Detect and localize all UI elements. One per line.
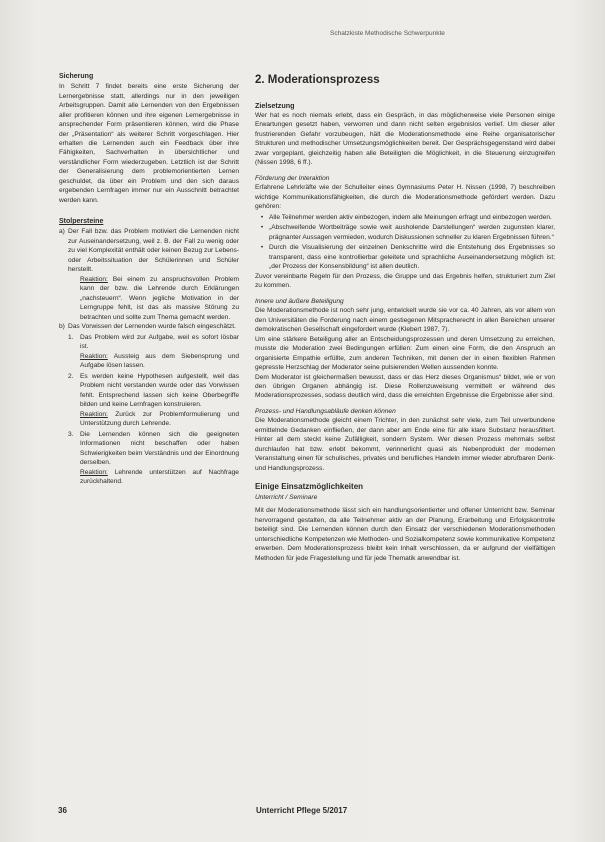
reaktion-text: Bei einem zu anspruchsvollen Problem kann der bzw. die Lehrende durch Erklärungen „nachsteuern“. Wenn jegliche Motivation in der Lerngruppe fehlt, ist das als massive Störung zu betrachten und sollte zum Thema gemacht werden. [80, 275, 239, 321]
reaktion-label: Reaktion: [80, 410, 108, 418]
beteiligung-paragraph-1: Die Moderationsmethode ist noch sehr jung, entwickelt wurde sie vor ca. 40 Jahren, als vor allem von den Universitäten die Forderung nach einem gestiegenen Mitspracherecht in allen Bereichen unserer demokratischen Gesellschaft eingefordert wurde (Klebert 1987, 7). [255, 307, 555, 334]
beteiligung-paragraph-2: Um eine stärkere Beteiligung aller an Entscheidungsprozessen und deren Umsetzung zu erreichen, musste die Moderation zwei Bedingungen erfüllen: Zum einen eine Form, die den Anspruch an organisierte Empathie erfüllte, zum anderen Techniken, mit denen der in einen flexiblen Rahmen gepresste Herzschlag der Moderator seine pulsierenden Wellen aussenden konnte. [255, 335, 555, 372]
numbered-item-2: 2. Es werden keine Hypothesen aufgestellt, weil das Problem nicht verstanden wurde oder das Vorwissen fehlt. Entsprechend lassen sich keine Oberbegriffe bilden und keine Lernfragen konstruieren. Reaktion: Zurück zur Problemformulierung und Unterstützung durch Lehrende. [68, 372, 239, 428]
reaktion-text: Zurück zur Problemformulierung und Unterstützung durch Lehrende. [80, 410, 239, 428]
bullet-item: • Durch die Visualisierung der einzelnen Denkschritte wird die Entstehung des Ergebnisses so transparent, dass eine kontrollierbar geleitete und sprachliche Auseinandersetzung möglich ist; „der Prozess der Konsensbildung“ ist allen deutlich. [255, 243, 555, 271]
item-b2-text: Es werden keine Hypothesen aufgestellt, weil das Problem nicht verstanden wurde oder das Vorwissen fehlt. Entsprechend lassen sich keine Oberbegriffe bilden und keine Lernfragen konstruieren. [80, 372, 239, 409]
list-item-b: b) Das Vorwissen der Lernenden wurde falsch eingeschätzt. 1. Das Problem wird zur Aufgabe, weil es sofort lösbar ist. Reaktion: Aussteig aus dem Siebensprung und Aufgabe lösen lassen. 2. Es werden keine Hypothesen aufgestellt, weil das Problem nicht verstanden wurde oder das Vorwissen fehlt. Entsprechend lassen sich keine Oberbegriffe bilden und keine Lernfragen konstruieren. Reaktion: Zurück zur Problemformulierung und Unterstützung durch Lehrende. 3. Die Lernenden können sich die geeigneten Informationen nicht beschaffen oder haben Schwierigkeiten beim Verständnis und der Einordnung derselben. Reaktion: Lehrende unterstützen auf Nachfrage zurückhaltend. [59, 323, 240, 486]
bullet-item: • „Abschweifende Wortbeiträge sowie weit ausholende Darstellungen“ werden zugunsten klarer, prägnanter Aussagen vermieden, wodurch Diskussionen schneller zu klaren Ergebnissen führen.“ [255, 223, 555, 242]
item-a-text: Der Fall bzw. das Problem motiviert die Lernenden nicht zur Auseinandersetzung, weil z. B. der Fall zu wenig oder zu viel Komplexität enthält oder keinen Bezug zur Lebens- oder Arbeitssituation der Schülerinnen und Schüler herstellt. [68, 228, 239, 274]
foerderung-closing: Zuvor vereinbarte Regeln für den Prozess, die Gruppe und das Ergebnis helfen, strukturiert zum Ziel zu kommen. [255, 272, 555, 290]
page-number: 36 [58, 806, 67, 815]
right-column [255, 72, 555, 563]
journal-footer: Unterricht Pflege 5/2017 [256, 806, 348, 815]
einsatz-heading: Einige Einsatzmöglichkeiten [255, 482, 364, 492]
reaktion-label: Reaktion: [80, 468, 108, 476]
reaktion-label: Reaktion: [80, 352, 108, 360]
running-header: Schatzkiste Methodische Schwerpunkte [330, 30, 445, 37]
numbered-item-1: 1. Das Problem wird zur Aufgabe, weil es sofort lösbar ist. Reaktion: Aussteig aus dem Siebensprung und Aufgabe lösen lassen. [68, 333, 240, 370]
einsatz-paragraph: Mit der Moderationsmethode lässt sich ein handlungsorientierter und offener Unterricht bzw. Seminar hervorragend gestalten, da alle Teilnehmer aktiv an der Planung, Erarbeitung und Erfolgskontrolle beteiligt sind. Die Lernenden können durch den Einsatz der verschiedenen Moderationsmethoden unterschiedliche Kompetenzen wie Methoden- und Sozialkompetenz sowie kommunikative Kompetenz erwerben. Dem Moderationsprozess bleibt kein Inhalt verschlossen, da er aufgrund der vielfältigen Methoden für jede Fragestellung und für jede Thematik anwendbar ist. [255, 507, 555, 562]
beteiligung-heading: Innere und äußere Beteiligung [255, 297, 344, 305]
bullet-icon: • [260, 224, 264, 232]
prozess-paragraph: Die Moderationsmethode gleicht einem Trichter, in den zunächst sehr viele, zum Teil unverbundene ermittelnde Gedanken einfließen, der dann aber am Ende eine für alle klare Substanz herausfiltert. Hinter all dem steckt keine Zufälligkeit, sondern System. Wer diesen Prozess mehrmals selbst durchlaufen hat bzw. erlebt bekommt, verinnerlicht quasi als Nebenprodukt der modernen Veranstaltung einen für schulisches, privates und berufliches Handeln immer wieder abrufbaren Denk- und Handlungsprozess. [255, 417, 555, 472]
left-column [59, 72, 239, 487]
bullet-icon: • [260, 213, 264, 221]
sicherung-paragraph: In Schritt 7 findet bereits eine erste Sicherung der Lernergebnisse statt, allerdings nur in den jeweiligen Arbeitsgruppen. Damit alle Lernenden von den Ergebnissen aller profitieren können und ihre eigenen Lernergebnisse in ansprechender Form präsentieren können, wird die Phase der „Präsentation“ als weiterer Schritt vorgeschlagen. Hier erhalten die Lernenden auch ein Feedback über ihre Fähigkeiten, Sachverhalten in übersichtlicher und verständlicher Form wiederzugeben. Letztlich ist der Schritt der Generalisierung dem problemorientierten Lernen geschuldet, da über ein Problem und den sich daraus ergebenden Lernfragen immer nur ein Ausschnitt betrachtet werden kann. [59, 83, 239, 204]
list-item-a: a) Der Fall bzw. das Problem motiviert die Lernenden nicht zur Auseinandersetzung, weil z. B. der Fall zu wenig oder zu viel Komplexität enthält oder keinen Bezug zur Lebens- oder Arbeitssituation der Schülerinnen und Schüler herstellt. Reaktion: Bei einem zu anspruchsvollen Problem kann der bzw. die Lehrende durch Erklärungen „nachsteuern“. Wenn jegliche Motivation in der Lerngruppe fehlt, ist das als massive Störung zu betrachten und sollte zum Thema gemacht werden. [59, 228, 239, 321]
beteiligung-paragraph-3: Dem Moderator ist gleichermaßen bewusst, dass er das Herz dieses Organismus“ bildet, wie er von den übrigen Organen abhängig ist. Diese Rollenzuweisung vermittelt er während des Moderationsprozesses, sodass deutlich wird, dass die erreichten Ergebnisse die Ergebnisse aller sind. [255, 373, 555, 400]
zielsetzung-paragraph: Wer hat es noch niemals erlebt, dass ein Gespräch, in das möglicherweise viele Personen einige Erwartungen gesetzt haben, verworren und dann nicht selten ergebnislos verlief. Um dieser aller frustrierenden Gefahr vorzubeugen, hält die Moderationsmethode eine Reihe organisatorischer Strukturen und methodischer Umsetzungsmöglichkeiten bereit. Der Gesprächsgegenstand wird dabei zwar vorgeplant, gleichzeitig haben alle Beteiligten die Möglichkeit, in die Steuerung einzugreifen (Nissen 1998, 6 ff.). [255, 111, 555, 167]
numbered-item-3: 3. Die Lernenden können sich die geeigneten Informationen nicht beschaffen oder haben Schwierigkeiten beim Verständnis und der Einordnung derselben. Reaktion: Lehrende unterstützen auf Nachfrage zurückhaltend. [68, 430, 239, 486]
sicherung-heading: Sicherung [59, 73, 94, 80]
reaktion-text: Lehrende unterstützen auf Nachfrage zurückhaltend. [80, 468, 239, 486]
bullet-item: • Alle Teilnehmer werden aktiv einbezogen, indem alle Meinungen erfragt und einbezogen werden. [255, 213, 555, 222]
reaktion-label: Reaktion: [80, 275, 108, 283]
reaktion-text: Aussteig aus dem Siebensprung und Aufgabe lösen lassen. [80, 352, 240, 370]
einsatz-subheading: Unterricht / Seminare [255, 493, 318, 501]
foerderung-paragraph: Erfahrene Lehrkräfte wie der Schulleiter eines Gymnasiums Peter H. Nissen (1998, 7) beschreiben wichtige Kommunikationsfähigkeiten, die durch die Moderationsmethode gefördert werden. Dazu gehören: [255, 184, 555, 211]
stolpersteine-heading: Stolpersteine [59, 218, 104, 226]
prozess-heading: Prozess- und Handlungsabläufe denken können [255, 407, 396, 415]
item-b1-text: Das Problem wird zur Aufgabe, weil es sofort lösbar ist. [80, 333, 239, 351]
section-title: 2. Moderationsprozess [255, 74, 380, 86]
item-b-text: Das Vorwissen der Lernenden wurde falsch eingeschätzt. [68, 323, 236, 331]
foerderung-heading: Förderung der Interaktion [255, 174, 330, 182]
zielsetzung-heading: Zielsetzung [255, 100, 295, 110]
item-b3-text: Die Lernenden können sich die geeigneten Informationen nicht beschaffen oder haben Schwierigkeiten beim Verständnis und der Einordnung derselben. [80, 430, 239, 467]
bullet-icon: • [260, 244, 264, 252]
